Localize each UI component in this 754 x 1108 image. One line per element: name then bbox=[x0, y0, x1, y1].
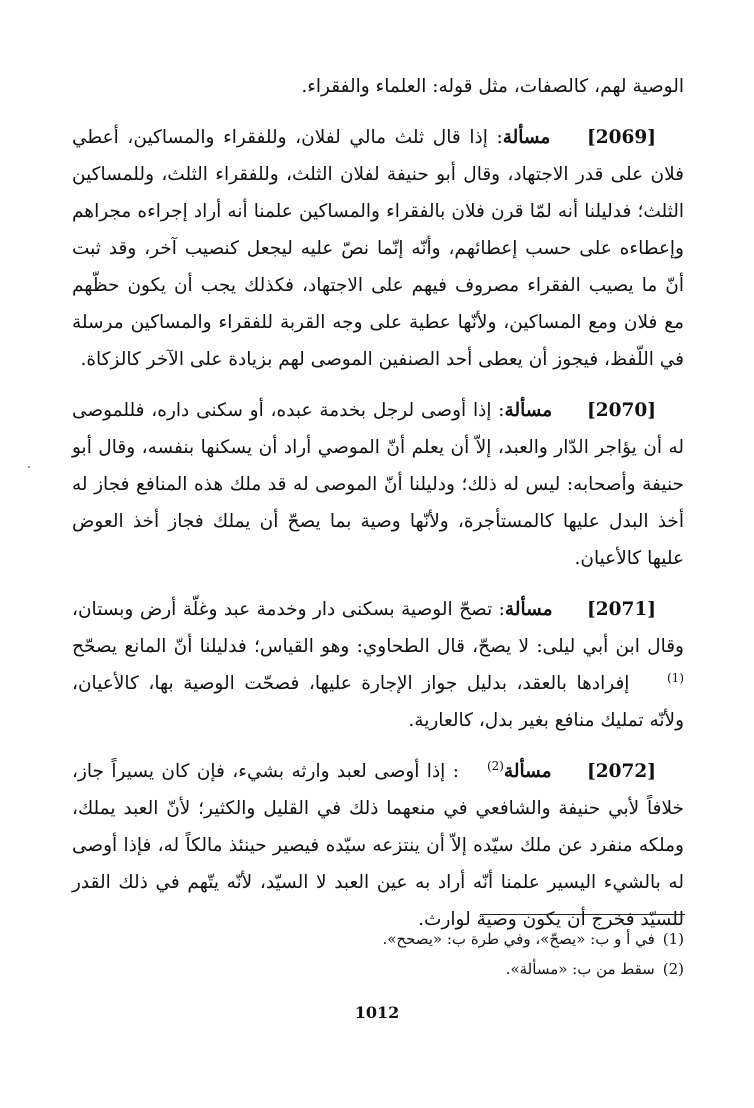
issue-number: [2069] bbox=[587, 127, 656, 148]
footnote-number: (1) bbox=[662, 930, 684, 948]
footnote-text: سقط من ب: «مسألة». bbox=[505, 960, 655, 978]
footnote bbox=[72, 954, 684, 984]
issue-keyword: مسألة bbox=[504, 599, 553, 620]
issue-keyword: مسألة bbox=[504, 400, 553, 421]
issue-paragraph bbox=[72, 119, 684, 378]
footnote bbox=[72, 924, 684, 954]
issue-keyword: مسألة bbox=[503, 761, 552, 782]
footnote-number: (2) bbox=[662, 960, 684, 978]
intro-paragraph bbox=[72, 68, 684, 105]
issue-keyword: مسألة bbox=[502, 127, 551, 148]
page-number: 1012 bbox=[354, 1003, 400, 1022]
issue-text: : إذا قال ثلث مالي لفلان، وللفقراء والمساكين، أعطي فلان على قدر الاجتهاد، وقال أبو حنيفة لفلان الثلث، وللفقراء الثلث، وللمساكين الثلث؛ فدليلنا أنه لمّا قرن فلان بالفقراء والمساكين علمنا أنه أراد إجراءه مجراهم وإعطاءه على حسب إعطائهم، وأنّه إنّما نصّ عليه ليجعل كنصيب آخر، وقد ثبت أنّ ما يصيب الفقراء مصروف فيهم على الاجتهاد، فكذلك يجب أن يكون حظّهم مع فلان ومع المساكين، ولأنّها عطية على وجه القربة للفقراء والمساكين مرسلة في اللّفظ، فيجوز أن يعطى أحد الصنفين الموصى لهم بزيادة على الآخر كالزكاة. bbox=[72, 127, 684, 370]
issue-number: [2071] bbox=[587, 599, 656, 620]
footnotes bbox=[72, 924, 684, 984]
issue-number: [2072] bbox=[587, 761, 656, 782]
intro-text: الوصية لهم، كالصفات، مثل قوله: العلماء والفقراء. bbox=[301, 76, 684, 97]
margin-speck bbox=[28, 466, 30, 468]
main-text bbox=[72, 68, 684, 952]
footnote-text: في أ و ب: «يصحّ»، وفي طرة ب: «يصحح». bbox=[382, 930, 655, 948]
footnote-separator bbox=[480, 914, 685, 915]
issue-text: : إذا أوصى لرجل بخدمة عبده، أو سكنى داره، فللموصى له أن يؤاجر الدّار والعبد، إلاّ أن يعلم أنّ الموصي أراد أن يسكنها بنفسه، وقال أبو حنيفة وأصحابه: ليس له ذلك؛ ودليلنا أنّ الموصى له قد ملك هذه المنافع فجاز له أخذ البدل عليها كالمستأجرة، ولأنّها وصية بما يصحّ أن يملك فجاز أخذ العوض عليها كالأعيان. bbox=[72, 400, 684, 569]
issue-paragraph: [2072] مسألة(2): إذا أوصى لعبد وارثه بشيء، فإن كان يسيراً جاز، خلافاً لأبي حنيفة والشافعي في منعهما ذلك في القليل والكثير؛ لأنّ العبد يملك، وملكه منفرد عن ملك سيّده إلاّ أن ينتزعه سيّده فيصير حينئذ مالكاً له، فإذا أوصى له بالشيء اليسير علمنا أنّه أراد به عين العبد لا السيّد، لأنّه يتّهم في ذلك القدر للسيّد فخرج أن يكون وصية لوارث. bbox=[72, 753, 684, 938]
issue-text-continued: إفرادها بالعقد، بدليل جواز الإجارة عليها، فصحّت الوصية بها، كالأعيان، ولأنّه تمليك منافع بغير بدل، كالعارية. bbox=[72, 673, 684, 731]
issue-number: [2070] bbox=[586, 400, 656, 421]
issue-paragraph bbox=[72, 392, 684, 577]
issue-text: : تصحّ الوصية بسكنى دار وخدمة عبد وغلّة أرض وبستان، وقال ابن أبي ليلى: لا يصحّ، قال الطحاوي: وهو القياس؛ فدليلنا أنّ المانع يصحّح bbox=[72, 599, 684, 657]
issue-text: : إذا أوصى لعبد وارثه بشيء، فإن كان يسيراً جاز، خلافاً لأبي حنيفة والشافعي في منعهما ذلك في القليل والكثير؛ لأنّ العبد يملك، وملكه منفرد عن ملك سيّده إلاّ أن ينتزعه سيّده فيصير حينئذ مالكاً له، فإذا أوصى له بالشيء اليسير علمنا أنّه أراد به عين العبد لا السيّد، لأنّه يتّهم في ذلك القدر للسيّد فخرج أن يكون وصية لوارث. bbox=[72, 761, 684, 930]
issue-paragraph: [2071] مسألة: تصحّ الوصية بسكنى دار وخدمة عبد وغلّة أرض وبستان، وقال ابن أبي ليلى: لا يصحّ، قال الطحاوي: وهو القياس؛ فدليلنا أنّ المانع يصحّح(1) إفرادها بالعقد، بدليل جواز الإجارة عليها، فصحّت الوصية بها، كالأعيان، ولأنّه تمليك منافع بغير بدل، كالعارية. bbox=[72, 591, 684, 739]
